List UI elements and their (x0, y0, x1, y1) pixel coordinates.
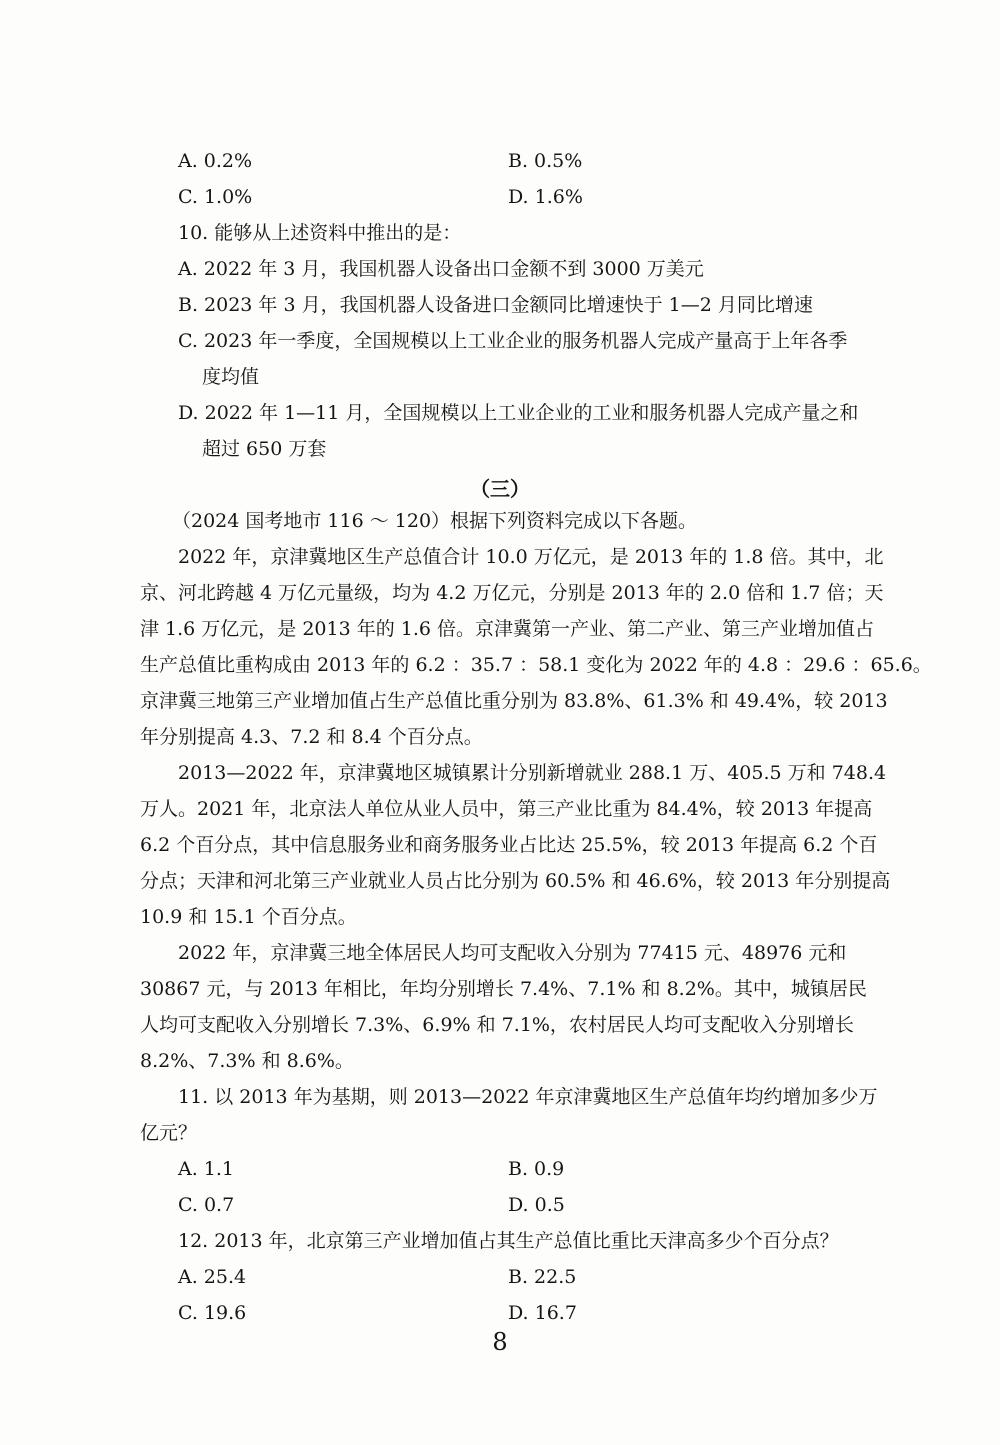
q9-option-c: C. 1.0% (178, 186, 253, 208)
passage-p3-line-1: 2022 年，京津冀三地全体居民人均可支配收入分别为 77415 元、48976 元和 (178, 942, 847, 964)
q12-stem: 12. 2013 年，北京第三产业增加值占其生产总值比重比天津高多少个百分点？ (178, 1230, 839, 1252)
passage-p1-line-1: 2022 年，京津冀地区生产总值合计 10.0 万亿元，是 2013 年的 1.8 倍。其中，北 (178, 546, 884, 568)
q10-option-c-line-2: 度均值 (202, 366, 260, 388)
q12-option-c: C. 19.6 (178, 1302, 247, 1324)
q11-option-b: B. 0.9 (508, 1158, 565, 1180)
passage-p1-line-6: 年分别提高 4.3、7.2 和 8.4 个百分点。 (140, 726, 483, 748)
q9-option-d: D. 1.6% (508, 186, 583, 208)
q10-option-c-line-1: C. 2023 年一季度，全国规模以上工业企业的服务机器人完成产量高于上年各季 (178, 330, 848, 352)
q10-option-a: A. 2022 年 3 月，我国机器人设备出口金额不到 3000 万美元 (178, 258, 704, 280)
passage-p2-line-5: 10.9 和 15.1 个百分点。 (140, 906, 357, 928)
passage-p3-line-4: 8.2%、7.3% 和 8.6%。 (140, 1050, 354, 1072)
q11-stem-line-2: 亿元？ (140, 1122, 198, 1144)
q10-stem: 10. 能够从上述资料中推出的是： (178, 222, 462, 244)
passage-p3-line-2: 30867 元，与 2013 年相比，年均分别增长 7.4%、7.1% 和 8.2%。其中，城镇居民 (140, 978, 867, 1000)
passage-p1-line-3: 津 1.6 万亿元，是 2013 年的 1.6 倍。京津冀第一产业、第二产业、第三产业增加值占 (140, 618, 875, 640)
q12-option-d: D. 16.7 (508, 1302, 577, 1324)
q10-option-b: B. 2023 年 3 月，我国机器人设备进口金额同比增速快于 1—2 月同比增速 (178, 294, 813, 316)
passage-p1-line-4: 生产总值比重构成由 2013 年的 6.2 ：35.7 ：58.1 变化为 2022 年的 4.8 ：29.6 ：65.6。 (140, 654, 932, 676)
q12-option-a: A. 25.4 (178, 1266, 247, 1288)
q11-stem-line-1: 11. 以 2013 年为基期，则 2013—2022 年京津冀地区生产总值年均约增加多少万 (178, 1086, 878, 1108)
q12-option-b: B. 22.5 (508, 1266, 577, 1288)
q11-option-d: D. 0.5 (508, 1194, 565, 1216)
q9-option-a: A. 0.2% (178, 150, 253, 172)
q11-option-a: A. 1.1 (178, 1158, 235, 1180)
q10-option-d-line-1: D. 2022 年 1—11 月，全国规模以上工业企业的工业和服务机器人完成产量之和 (178, 402, 859, 424)
section-title: （三） (470, 477, 530, 501)
q10-option-d-line-2: 超过 650 万套 (202, 438, 327, 460)
q11-option-c: C. 0.7 (178, 1194, 235, 1216)
section-intro: （2024 国考地市 116 ～ 120）根据下列资料完成以下各题。 (172, 510, 698, 532)
passage-p2-line-3: 6.2 个百分点，其中信息服务业和商务服务业占比达 25.5%，较 2013 年提高 6.2 个百 (140, 834, 878, 856)
passage-p2-line-4: 分点；天津和河北第三产业就业人员占比分别为 60.5% 和 46.6%，较 2013 年分别提高 (140, 870, 891, 892)
passage-p1-line-2: 京、河北跨越 4 万亿元量级，均为 4.2 万亿元，分别是 2013 年的 2.0 倍和 1.7 倍；天 (140, 582, 884, 604)
passage-p1-line-5: 京津冀三地第三产业增加值占生产总值比重分别为 83.8%、61.3% 和 49.4%，较 2013 (140, 690, 888, 712)
passage-p2-line-1: 2013—2022 年，京津冀地区城镇累计分别新增就业 288.1 万、405.5 万和 748.4 (178, 762, 887, 784)
passage-p3-line-3: 人均可支配收入分别增长 7.3%、6.9% 和 7.1%，农村居民人均可支配收入分别增长 (140, 1014, 854, 1036)
passage-p2-line-2: 万人。2021 年，北京法人单位从业人员中，第三产业比重为 84.4%，较 2013 年提高 (140, 798, 873, 820)
page-number: 8 (492, 1328, 508, 1356)
q9-option-b: B. 0.5% (508, 150, 583, 172)
